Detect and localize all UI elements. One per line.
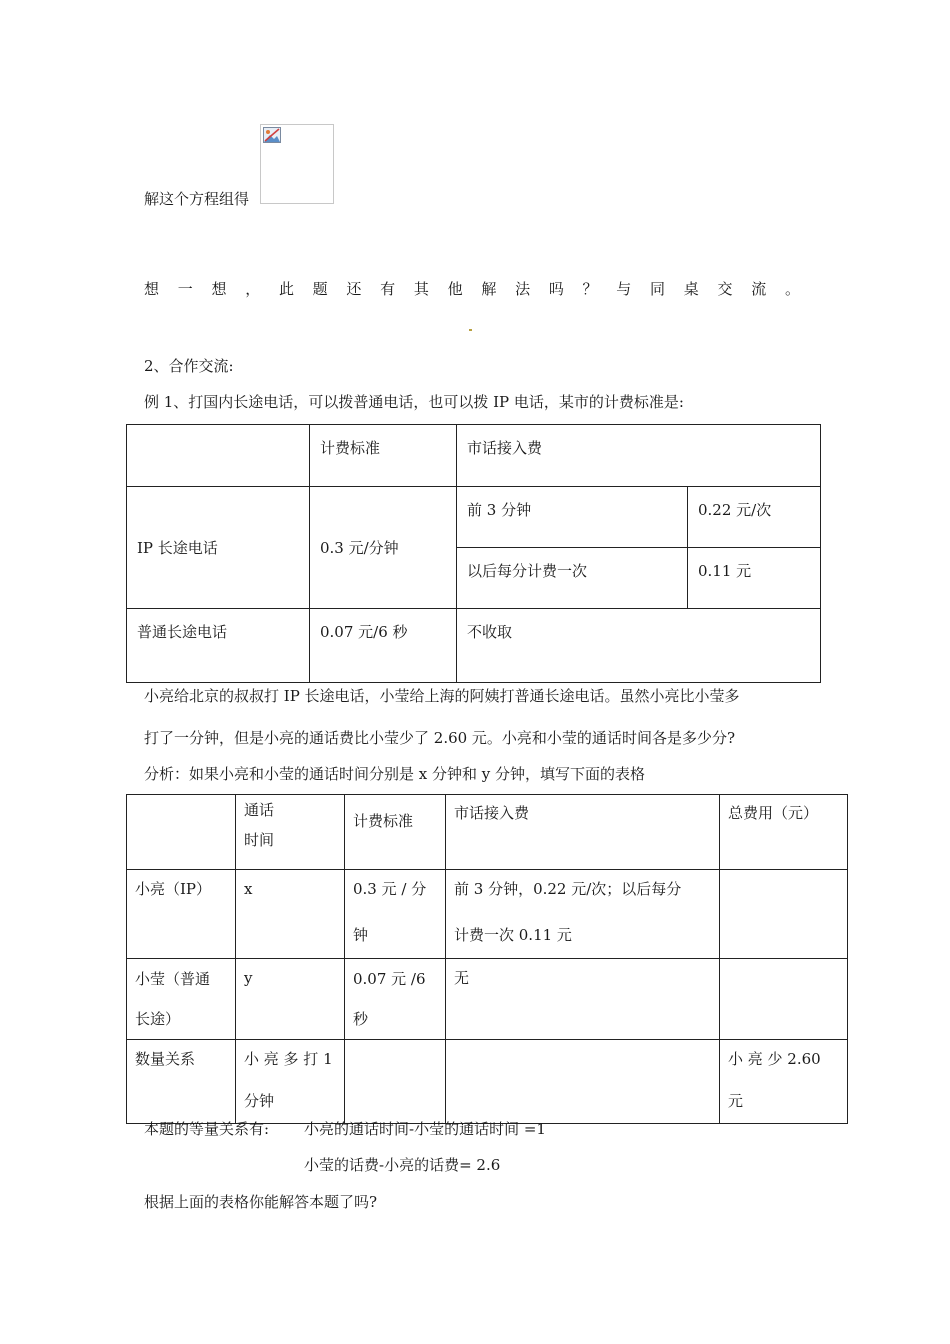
row-normal-name-text: 小莹（普通 长途） [135,970,211,1028]
normal-access: 不收取 [457,609,821,683]
row-ip-name [127,870,236,959]
header-call-time-text: 通话 时间 [244,801,275,849]
row-normal-total [720,959,848,1040]
broken-image-icon [263,127,281,143]
stray-mark [469,329,472,331]
ip-label: IP 长途电话 [127,487,310,609]
row-normal-time-text: y [244,969,253,987]
think-char: 法 [515,280,531,298]
normal-label: 普通长途电话 [127,609,310,683]
row-relation-time [236,1040,345,1124]
analysis-header-row [127,795,848,870]
row-relation-time-text: 小 亮 多 打 1 分钟 [244,1050,333,1110]
row-normal-access-text: 无 [454,969,470,987]
solve-label: 解这个方程组得 [144,190,250,208]
row-ip-time [236,870,345,959]
row-ip-time-text: x [244,880,253,898]
row-ip-rate [345,870,446,959]
row-relation-total-text: 小 亮 少 2.60 元 [728,1050,821,1110]
analysis-corner-cell [127,795,236,870]
row-normal-rate [345,959,446,1040]
think-char: 。 [784,280,800,298]
think-char: 桌 [683,280,699,298]
row-relation-rate [345,1040,446,1124]
row-normal [127,959,848,1040]
equation-1: 小亮的通话时间-小莹的通话时间 =1 [304,1120,546,1138]
analysis-text: 分析：如果小亮和小莹的通话时间分别是 x 分钟和 y 分钟，填写下面的表格 [144,765,646,783]
row-relation-total [720,1040,848,1124]
row-normal-rate-text: 0.07 元 /6 秒 [353,970,426,1028]
broken-image-placeholder [260,124,334,204]
think-char: 他 [447,280,463,298]
header-call-time [236,795,345,870]
header-total: 总费用（元） [720,795,848,870]
row-ip-access [446,870,720,959]
closing-question: 根据上面的表格你能解答本题了吗? [144,1193,378,1211]
pricing-corner-cell [127,425,310,487]
section-title: 2、合作交流: [144,357,234,375]
pricing-header-access: 市话接入费 [457,425,821,487]
normal-rate: 0.07 元/6 秒 [310,609,457,683]
think-char: 与 [616,280,632,298]
relations-label: 本题的等量关系有: [144,1120,270,1138]
think-char: 解 [481,280,497,298]
think-char: 交 [717,280,733,298]
think-char: 流 [751,280,767,298]
row-ip-rate-text: 0.3 元 / 分 钟 [353,880,427,944]
ip-after-label: 以后每分计费一次 [457,548,688,609]
row-normal-time [236,959,345,1040]
think-prompt [144,278,800,299]
think-char: 有 [380,280,396,298]
ip-rate: 0.3 元/分钟 [310,487,457,609]
row-relation-name [127,1040,236,1124]
row-relation-name-text: 数量关系 [135,1050,196,1068]
think-char: 题 [312,280,328,298]
row-ip [127,870,848,959]
pricing-header-rate: 计费标准 [310,425,457,487]
problem-line-2: 打了一分钟，但是小亮的通话费比小莹少了 2.60 元。小亮和小莹的通话时间各是多少分? [144,729,735,747]
think-char: 其 [413,280,429,298]
think-char: 一 [177,280,193,298]
row-relation [127,1040,848,1124]
ip-after-value: 0.11 元 [688,548,821,609]
row-relation-access [446,1040,720,1124]
think-char: 想 [211,280,227,298]
think-char: 同 [650,280,666,298]
ip-first-value: 0.22 元/次 [688,487,821,548]
row-normal-name [127,959,236,1040]
pricing-table [126,424,821,683]
example-text: 例 1、打国内长途电话，可以拨普通电话，也可以拨 IP 电话，某市的计费标准是: [144,393,684,411]
think-char: ？ [582,280,598,298]
think-char: 还 [346,280,362,298]
row-normal-access [446,959,720,1040]
ip-first-label: 前 3 分钟 [457,487,688,548]
analysis-table [126,794,848,1124]
think-char: ， [245,280,261,298]
think-char: 吗 [548,280,564,298]
problem-line-1: 小亮给北京的叔叔打 IP 长途电话，小莹给上海的阿姨打普通长途电话。虽然小亮比小莹多 [144,687,740,705]
row-ip-total [720,870,848,959]
think-char: 想 [144,280,160,298]
equation-2: 小莹的话费-小亮的话费= 2.6 [304,1156,501,1174]
row-ip-access-text: 前 3 分钟，0.22 元/次；以后每分 计费一次 0.11 元 [454,880,682,944]
think-char: 此 [278,280,294,298]
header-rate: 计费标准 [345,795,446,870]
header-access: 市话接入费 [446,795,720,870]
row-ip-name-text: 小亮（IP） [135,880,212,898]
